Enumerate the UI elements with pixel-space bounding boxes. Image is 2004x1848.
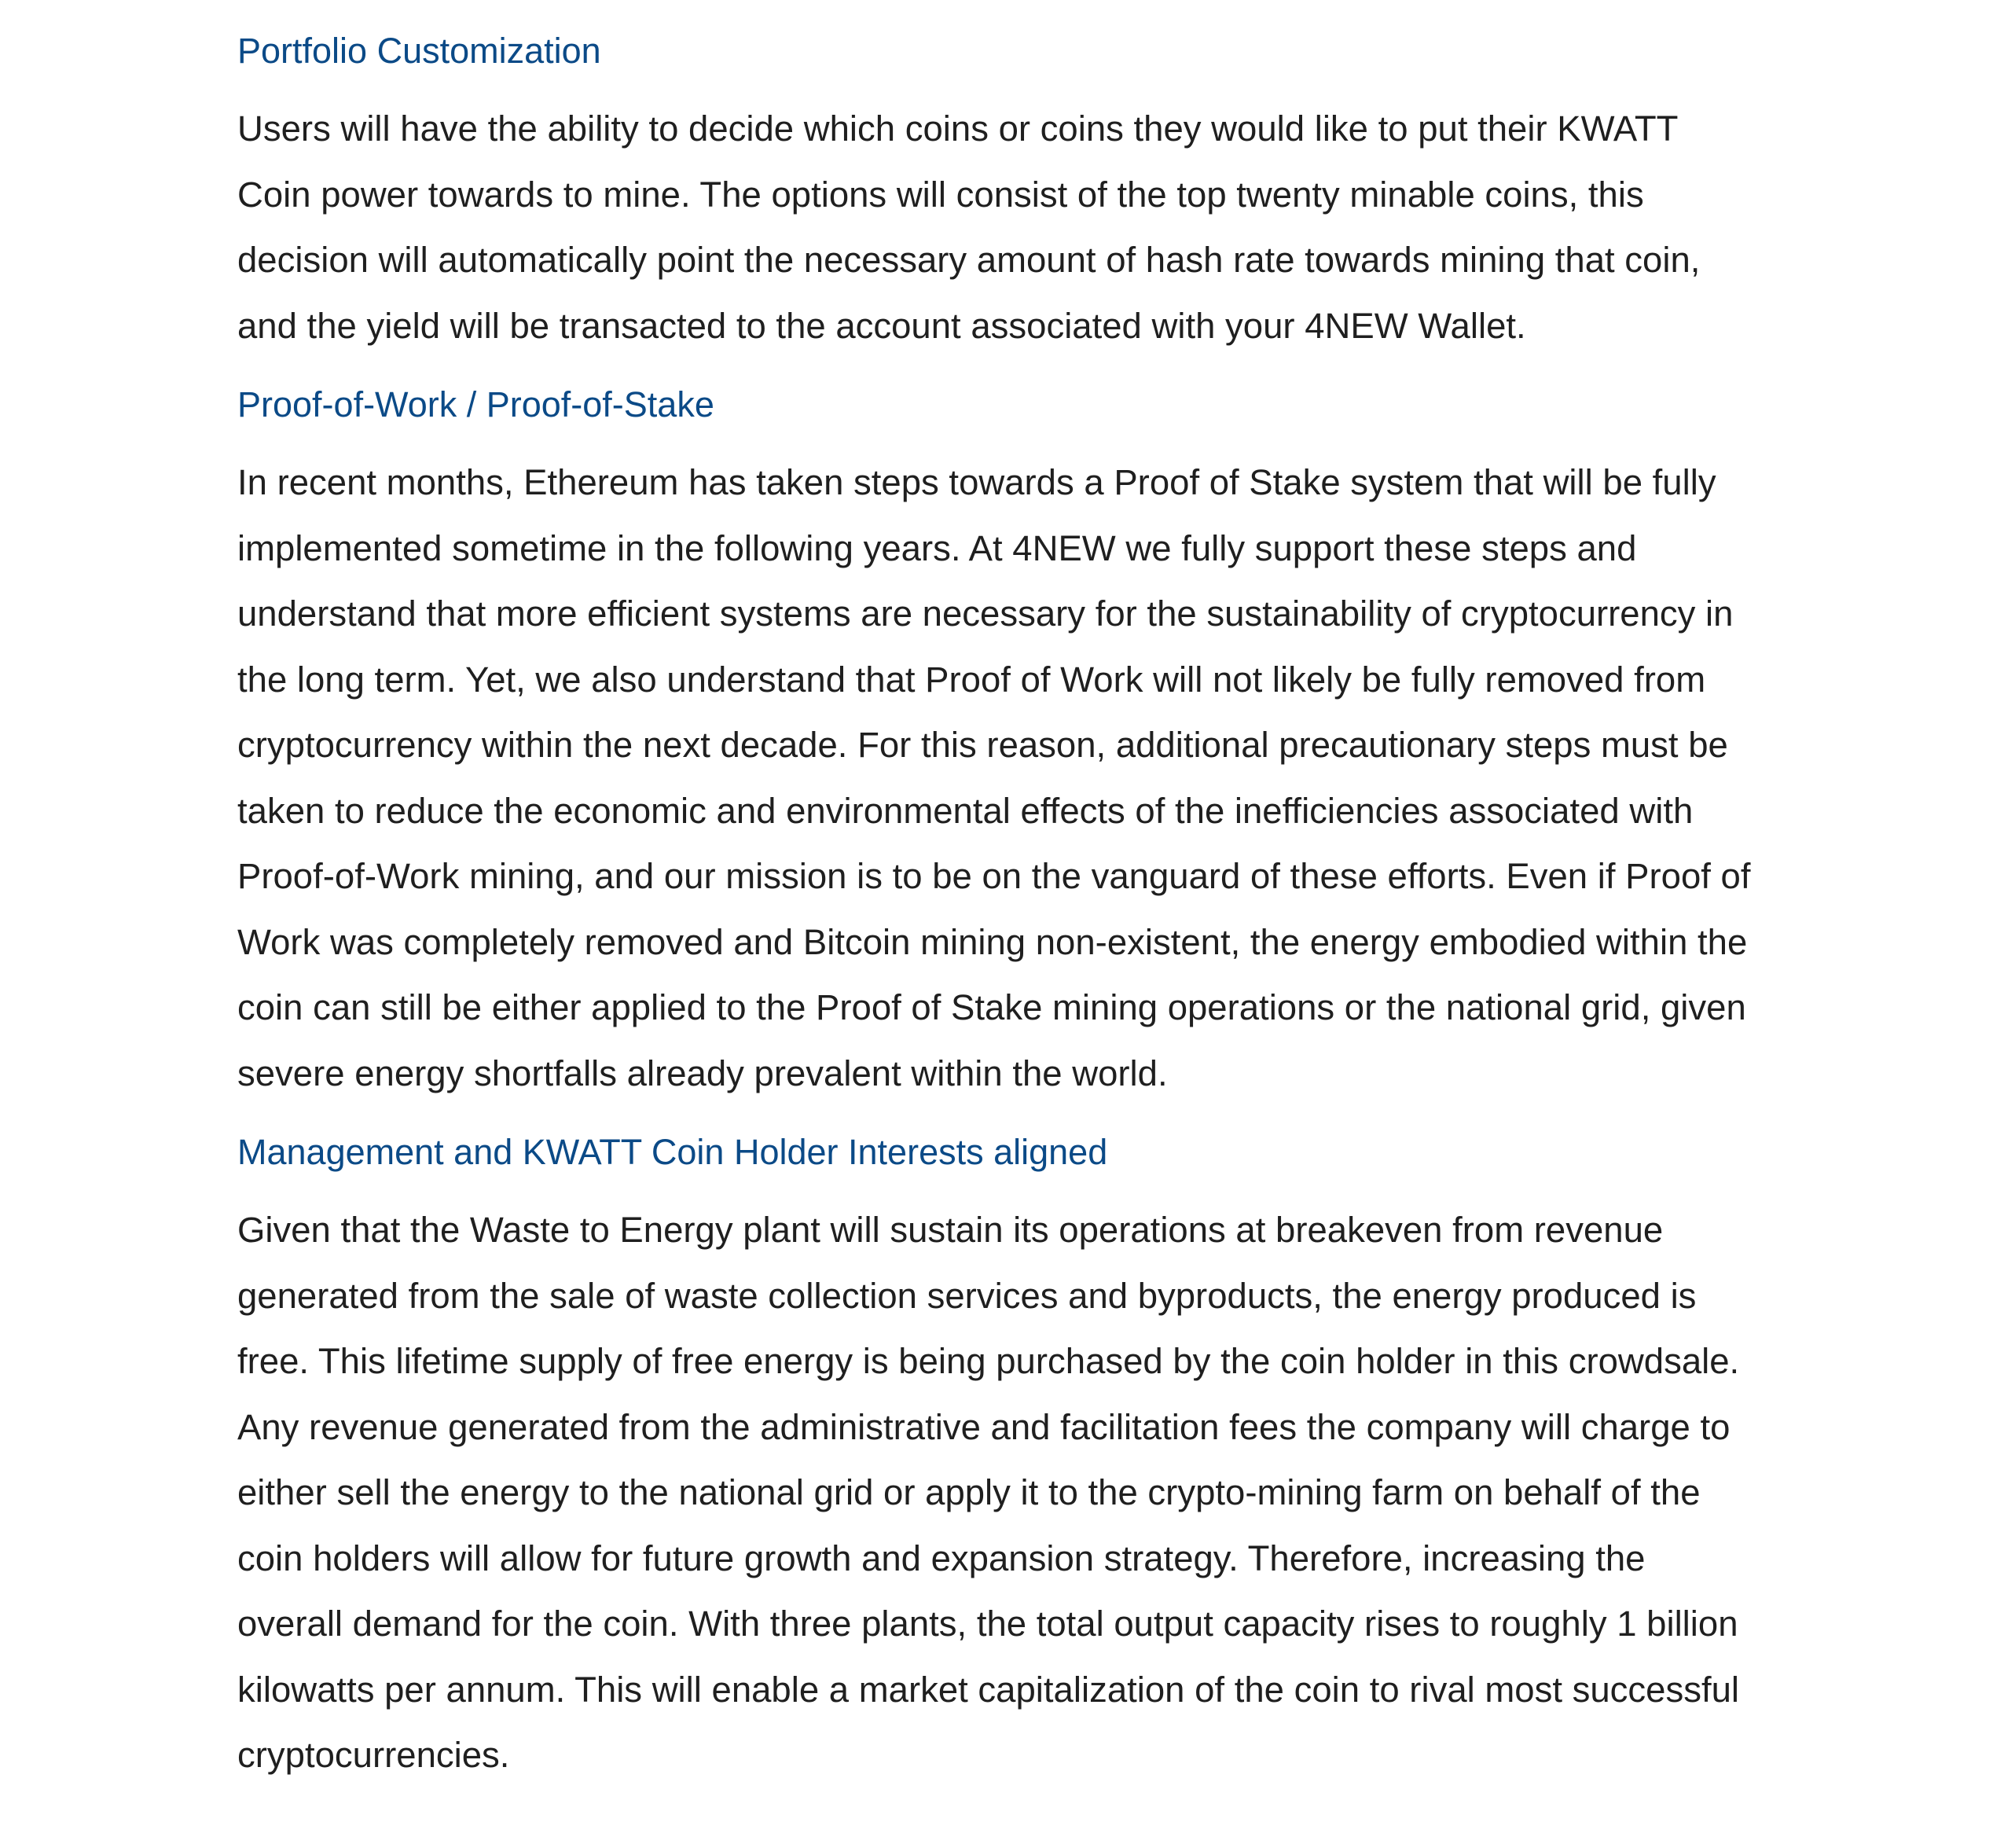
text-line: the long term. Yet, we also understand that Proof of Work will not likely be fully removed from [237, 659, 1706, 700]
text-line: Any revenue generated from the administrative and facilitation fees the company will charge to [237, 1406, 1731, 1447]
section-heading-portfolio-customization: Portfolio Customization [237, 31, 601, 71]
text-line: Proof-of-Work mining, and our mission is to be on the vanguard of these efforts. Even if Proof of [237, 856, 1751, 896]
section-body-portfolio-customization [237, 96, 1793, 358]
section-heading-management-interests: Management and KWATT Coin Holder Interests aligned [237, 1132, 1108, 1172]
text-line: cryptocurrencies. [237, 1735, 510, 1775]
text-line: overall demand for the coin. With three plants, the total output capacity rises to roughly 1 billion [237, 1604, 1738, 1644]
text-line: Coin power towards to mine. The options will consist of the top twenty minable coins, this [237, 174, 1644, 215]
text-line: Work was completely removed and Bitcoin mining non-existent, the energy embodied within the [237, 921, 1748, 962]
text-line: implemented sometime in the following years. At 4NEW we fully support these steps and [237, 527, 1637, 568]
text-line: Given that the Waste to Energy plant will sustain its operations at breakeven from revenue [237, 1210, 1664, 1250]
text-line: cryptocurrency within the next decade. For this reason, additional precautionary steps must be [237, 725, 1728, 765]
text-line: either sell the energy to the national grid or apply it to the crypto-mining farm on behalf of the [237, 1472, 1701, 1512]
text-line: decision will automatically point the necessary amount of hash rate towards mining that coin, [237, 240, 1701, 280]
text-line: coin holders will allow for future growth and expansion strategy. Therefore, increasing the [237, 1538, 1646, 1578]
text-line: coin can still be either applied to the Proof of Stake mining operations or the national grid, given [237, 987, 1746, 1027]
text-line: and the yield will be transacted to the account associated with your 4NEW Wallet. [237, 305, 1526, 346]
section-heading-proof-of-work-stake: Proof-of-Work / Proof-of-Stake [237, 384, 714, 424]
text-line: In recent months, Ethereum has taken steps towards a Proof of Stake system that will be fully [237, 462, 1716, 502]
text-line: kilowatts per annum. This will enable a market capitalization of the coin to rival most successful [237, 1669, 1740, 1710]
document-page [237, 16, 1793, 1799]
text-line: severe energy shortfalls already prevalent within the world. [237, 1053, 1168, 1093]
text-line: free. This lifetime supply of free energy is being purchased by the coin holder in this crowdsale. [237, 1341, 1740, 1381]
section-body-proof-of-work-stake [237, 450, 1793, 1106]
text-line: Users will have the ability to decide which coins or coins they would like to put their KWATT [237, 108, 1679, 149]
text-line: generated from the sale of waste collection services and byproducts, the energy produced is [237, 1275, 1697, 1316]
section-body-management-interests [237, 1197, 1793, 1788]
text-line: taken to reduce the economic and environmental effects of the inefficiencies associated with [237, 790, 1694, 831]
text-line: understand that more efficient systems are necessary for the sustainability of cryptocurrency in [237, 593, 1734, 634]
